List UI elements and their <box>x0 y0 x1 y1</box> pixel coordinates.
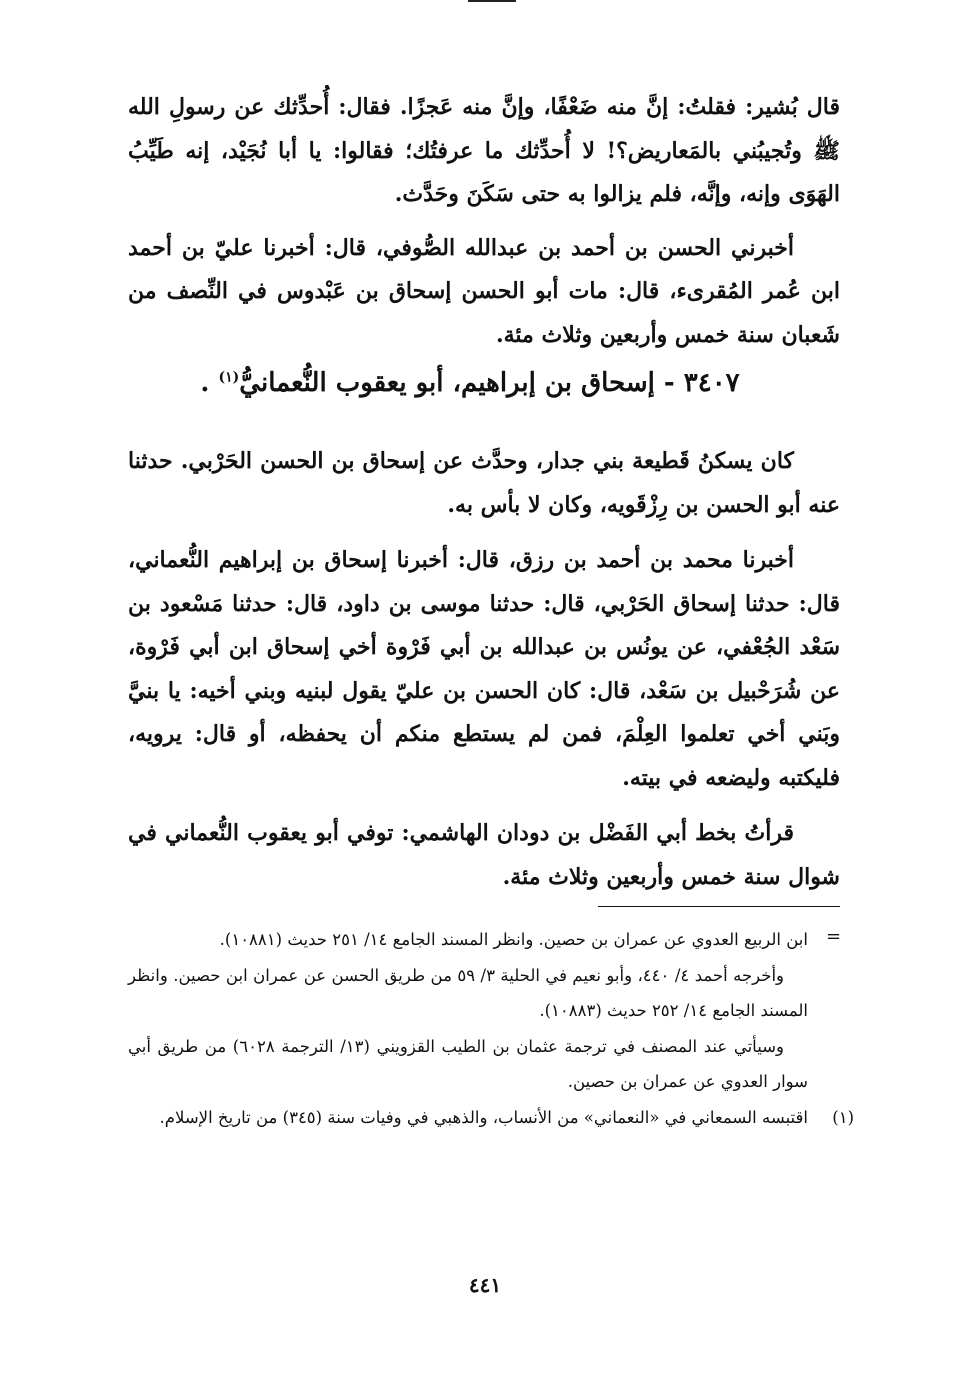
paragraph-residence: كان يسكنُ قَطيعة بني جدار، وحدَّث عن إسحاق بن الحسن الحَرْبي. حدثنا عنه أبو الحسن بن رِزْقَويه، وكان لا بأس به. <box>128 448 840 518</box>
paragraph-continuation: قال بُشير: فقلتُ: إنَّ منه ضَعْفًا، وإنَّ منه عَجزًا. فقال: أُحدِّثك عن رسولِ الله ﷺ وتُجيبُني بالمَعاريض؟! لا أُحدِّثك ما عرفتُك؛ فقالوا: يا أبا نُجَيْد، إنه طَيِّبُ الهَوَى وإنه، وإنَّه، فلم يزالوا به حتى سَكَنَ وحَدَّث. <box>128 94 840 207</box>
top-edge-mark <box>468 0 516 8</box>
footnote-text: وسيأتي عند المصنف في ترجمة عثمان بن الطيب القزويني (١٣/ الترجمة ٦٠٢٨) من طريق أبي سوار العدوي عن عمران بن حصين. <box>128 1036 808 1091</box>
top-text-block <box>128 86 840 357</box>
footnote-1 <box>128 1100 854 1136</box>
footnote-continuation-marker: = <box>826 926 842 947</box>
footnote-label: (١) <box>832 1107 854 1127</box>
paragraph-death: قرأتُ بخط أبي الفَضْل بن دودان الهاشمي: توفي أبو يعقوب النُّعماني في شوال سنة خمس وأربعين وثلاث مئة. <box>128 820 840 890</box>
footnote-ref: (١) <box>218 369 240 386</box>
entry-heading-text: ٣٤٠٧ - إسحاق بن إبراهيم، أبو يعقوب النُّعمانيُّ <box>239 368 740 398</box>
entry-heading <box>160 368 780 398</box>
footnotes-block <box>128 922 854 1135</box>
footnote-continued-2 <box>128 958 808 1029</box>
footnote-text: وأخرجه أحمد ٤/ ٤٤٠، وأبو نعيم في الحلية ٣/ ٥٩ من طريق الحسن عن عمران ابن حصين. وانظر المسند الجامع ١٤/ ٢٥٢ حديث (١٠٨٨٣). <box>128 965 808 1020</box>
entry-text-block <box>128 440 840 899</box>
footnote-text: اقتبسه السمعاني في «النعماني» من الأنساب، والذهبي في وفيات سنة (٣٤٥) من تاريخ الإسلام. <box>159 1107 808 1127</box>
entry-heading-end: . <box>200 368 210 398</box>
page-number: ٤٤١ <box>468 1273 502 1297</box>
footnote-separator <box>598 906 840 907</box>
paragraph-sufi-report: أخبرني الحسن بن أحمد بن عبدالله الصُّوفي، قال: أخبرنا عليّ بن أحمد ابن عُمر المُقرىء، قال: مات أبو الحسن إسحاق بن عَبْدوس في النِّصف من شَعبان سنة خمس وأربعين وثلاث مئة. <box>128 234 840 348</box>
footnote-continued-1 <box>128 922 808 958</box>
footnote-continued-3 <box>128 1029 808 1100</box>
footnote-text: ابن الربيع العدوي عن عمران بن حصين. وانظر المسند الجامع ١٤/ ٢٥١ حديث (١٠٨٨١). <box>219 930 808 949</box>
paragraph-isnad: أخبرنا محمد بن أحمد بن رزق، قال: أخبرنا إسحاق بن إبراهيم النُّعماني، قال: حدثنا إسحاق الحَرْبي، قال: حدثنا موسى بن داود، قال: حدثنا مَسْعود بن سَعْد الجُعْفي، عن يونُس بن عبدالله بن أبي فَرْوة أخي إسحاق ابن أبي فَرْوة، عن شُرَحْبيل بن سَعْد، قال: كان الحسن بن عليّ يقول لبنيه وبني أخيه: يا بنيَّ وبَني أخي تعلموا العِلْمَ، فمن لم يستطع منكم أن يحفظه، أو قال: يرويه، فليكتبه وليضعه في بيته. <box>128 547 840 791</box>
